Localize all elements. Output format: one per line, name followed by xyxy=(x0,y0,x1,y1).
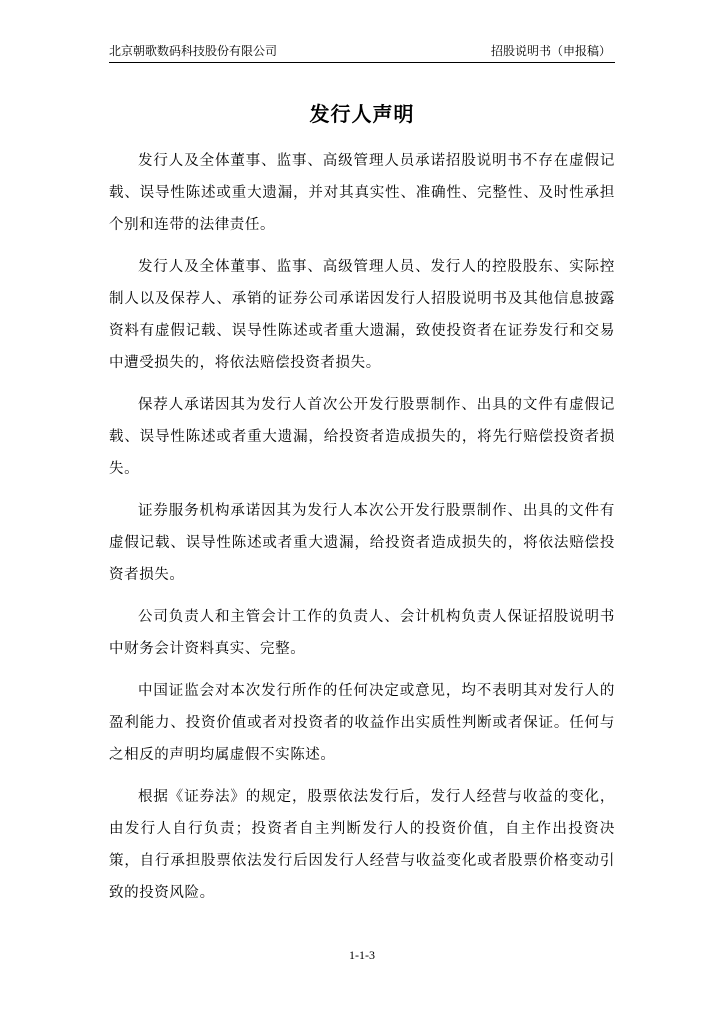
declaration-body xyxy=(109,145,615,919)
page-title: 发行人声明 xyxy=(309,102,415,126)
paragraph-compensation-commitment: 发行人及全体董事、监事、高级管理人员、发行人的控股股东、实际控制人以及保荐人、承销的证券公司承诺因发行人招股说明书及其他信息披露资料有虚假记载、误导性陈述或者重大遗漏，致使投资者在证券发行和交易中遭受损失的，将依法赔偿投资者损失。 xyxy=(109,259,615,371)
paragraph-financial-accuracy: 公司负责人和主管会计工作的负责人、会计机构负责人保证招股说明书中财务会计资料真实、完整。 xyxy=(109,609,615,657)
header-document-type: 招股说明书（申报稿） xyxy=(490,44,611,58)
page-header xyxy=(109,40,615,63)
paragraph-sponsor-commitment: 保荐人承诺因其为发行人首次公开发行股票制作、出具的文件有虚假记载、误导性陈述或者重大遗漏，给投资者造成损失的，将先行赔偿投资者损失。 xyxy=(109,397,615,477)
paragraph-issuer-commitment: 发行人及全体董事、监事、高级管理人员承诺招股说明书不存在虚假记载、误导性陈述或重大遗漏，并对其真实性、准确性、完整性、及时性承担个别和连带的法律责任。 xyxy=(109,153,615,233)
header-company-name: 北京朝歌数码科技股份有限公司 xyxy=(109,44,278,58)
paragraph-csrc-disclaimer: 中国证监会对本次发行所作的任何决定或意见，均不表明其对发行人的盈利能力、投资价值或者对投资者的收益作出实质性判断或者保证。任何与之相反的声明均属虚假不实陈述。 xyxy=(109,683,615,763)
paragraph-investment-risk: 根据《证券法》的规定，股票依法发行后，发行人经营与收益的变化，由发行人自行负责；投资者自主判断发行人的投资价值，自主作出投资决策，自行承担股票依法发行后因发行人经营与收益变化或者股票价格变动引致的投资风险。 xyxy=(109,789,615,901)
paragraph-service-institution-commitment: 证券服务机构承诺因其为发行人本次公开发行股票制作、出具的文件有虚假记载、误导性陈述或者重大遗漏，给投资者造成损失的，将依法赔偿投资者损失。 xyxy=(109,503,615,583)
page-number: 1-1-3 xyxy=(349,948,375,962)
